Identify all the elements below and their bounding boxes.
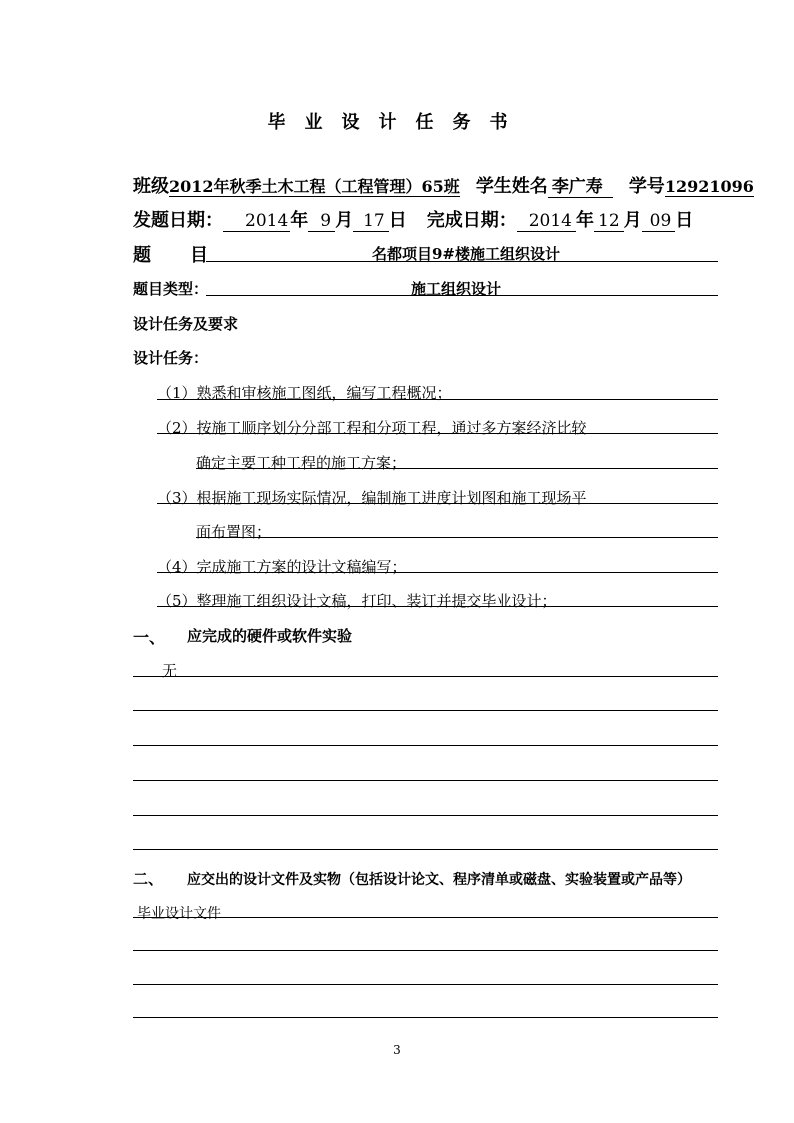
task-underline	[157, 606, 718, 607]
requirements-heading: 设计任务及要求	[133, 315, 239, 333]
section2-title: 应交出的设计文件及实物（包括设计论文、程序清单或磁盘、实验装置或产品等）	[187, 872, 691, 888]
student-label: 学生姓名	[475, 176, 548, 197]
answer-line	[133, 710, 718, 711]
answer-line	[133, 1017, 718, 1018]
task-underline	[157, 572, 718, 573]
id-value: 12921096	[664, 177, 754, 196]
answer-line	[133, 849, 718, 850]
task-item: （3）根据施工现场实际情况，编制施工进度计划图和施工现场平	[157, 489, 587, 507]
answer-line	[133, 676, 718, 677]
answer-line	[133, 984, 718, 985]
page-number: 3	[393, 1043, 401, 1057]
issue-date-label: 发题日期：	[133, 210, 223, 231]
section2-answer: 毕业设计文件	[137, 906, 221, 922]
issue-year-char: 年	[290, 210, 309, 231]
complete-year-char: 年	[576, 210, 594, 231]
task-underline	[157, 503, 718, 504]
section1-title: 应完成的硬件或软件实验	[187, 627, 353, 645]
student-value: 李广寿	[548, 179, 613, 198]
topic-label-a: 题	[133, 245, 151, 266]
task-underline	[157, 399, 718, 400]
answer-line	[133, 815, 718, 816]
task-item: 面布置图；	[196, 523, 272, 541]
answer-line	[133, 780, 718, 781]
topic-label-b: 目	[190, 245, 208, 266]
tasks-heading: 设计任务：	[133, 349, 209, 367]
topic-type-underline	[206, 295, 718, 296]
complete-date-label: 完成日期：	[426, 210, 517, 231]
class-value: 2012年秋季土木工程（工程管理）65班	[169, 177, 460, 196]
task-item: （2）按施工顺序划分分部工程和分项工程，通过多方案经济比较	[157, 419, 587, 437]
answer-line	[133, 917, 718, 918]
issue-day: 17	[353, 213, 389, 232]
task-item: （5）整理施工组织设计文稿，打印、装订并提交毕业设计；	[157, 592, 557, 610]
task-item: （4）完成施工方案的设计文稿编写；	[157, 558, 407, 576]
complete-month-char: 月	[623, 210, 642, 231]
issue-day-char: 日	[388, 210, 407, 231]
task-underline	[196, 468, 718, 469]
issue-year: 2014	[223, 213, 290, 232]
task-item: （1）熟悉和审核施工图纸，编写工程概况；	[157, 384, 452, 402]
answer-line	[133, 950, 718, 951]
complete-day: 09	[642, 213, 676, 232]
task-underline	[157, 433, 718, 434]
topic-value: 名都项目9#楼施工组织设计	[372, 245, 561, 263]
dates-row	[133, 206, 693, 232]
task-item: 确定主要工种工程的施工方案；	[196, 454, 407, 472]
topic-type-value: 施工组织设计	[411, 280, 502, 298]
id-label: 学号	[628, 176, 665, 197]
complete-year: 2014	[517, 213, 576, 232]
document-title: 毕业设计任务书	[267, 112, 527, 133]
topic-type-label: 题目类型：	[133, 280, 209, 298]
class-row	[133, 172, 754, 198]
topic-underline	[206, 261, 718, 262]
issue-month-char: 月	[335, 210, 354, 231]
section1-answer: 无	[162, 662, 178, 680]
issue-month: 9	[308, 213, 335, 232]
task-underline	[196, 537, 718, 538]
answer-line	[133, 745, 718, 746]
complete-month: 12	[594, 213, 624, 232]
section1-number: 一、	[133, 628, 166, 647]
class-label: 班级	[133, 176, 169, 197]
complete-day-char: 日	[675, 210, 694, 231]
section2-number: 二、	[133, 870, 164, 888]
